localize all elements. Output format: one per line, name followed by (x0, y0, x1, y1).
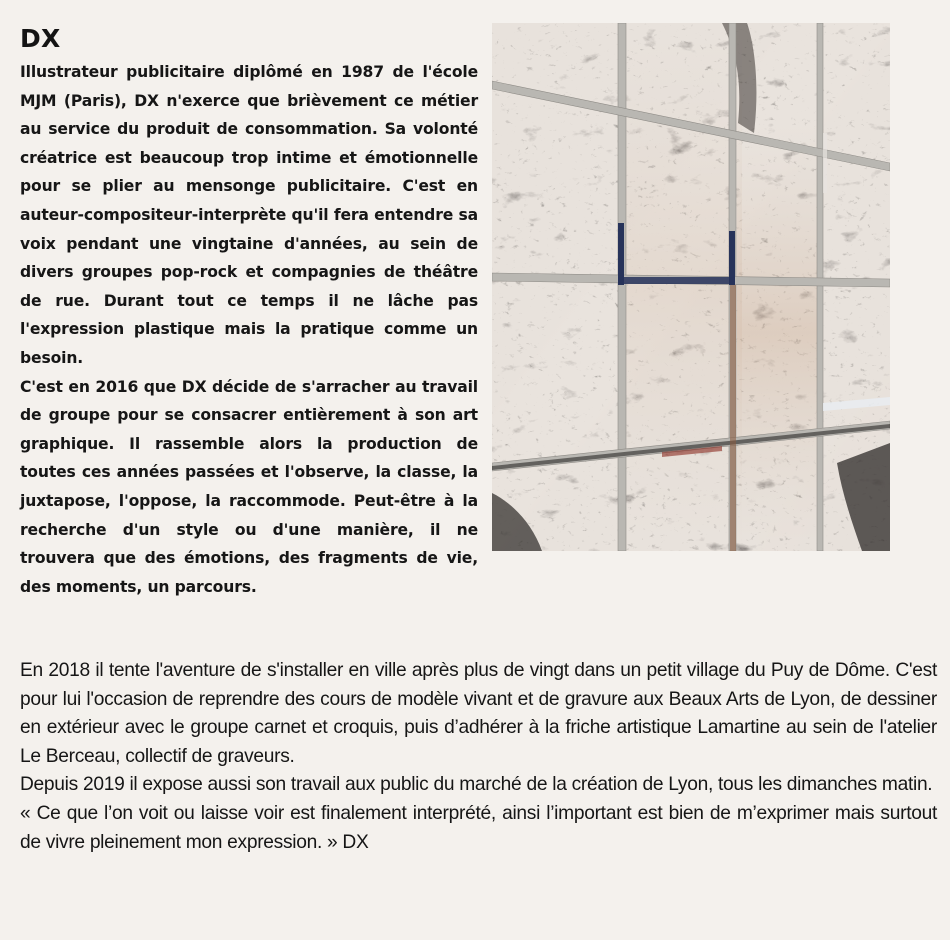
artist-name-heading: DX (20, 24, 61, 53)
bio-paragraph-1: Illustrateur publicitaire diplômé en 1987 de l'école MJM (Paris), DX n'exerce que brièvement ce métier au service du produit de consommation. Sa volonté créatrice est beaucoup trop intime et émotionnelle pour se plier au mensonge publicitaire. C'est en auteur-compositeur-interprète qu'il fera entendre sa voix pendant une vingtaine d'années, au sein de divers groupes pop-rock et compagnies de théâtre de rue. Durant tout ce temps il ne lâche pas l'expression plastique mais la pratique comme un besoin. (20, 63, 478, 367)
artwork-photo (492, 23, 890, 551)
bio-continued-section (20, 657, 937, 857)
bio-intro-column (20, 58, 478, 601)
artist-quote: « Ce que l’on voit ou laisse voir est finalement interprété, ainsi l’important est bien de m’exprimer mais surtout de vivre pleinement mon expression. » DX (20, 802, 937, 853)
bio-paragraph-4: Depuis 2019 il expose aussi son travail aux public du marché de la création de Lyon, tous les dimanches matin. (20, 774, 933, 796)
bio-paragraph-3: En 2018 il tente l'aventure de s'installer en ville après plus de vingt dans un petit village du Puy de Dôme. C'est pour lui l'occasion de reprendre des cours de modèle vivant et de gravure aux Beaux Arts de Lyon, de dessiner en extérieur avec le groupe carnet et croquis, puis d’adhérer à la friche artistique Lamartine au sein de l'atelier Le Berceau, collectif de graveurs. (20, 660, 937, 767)
artwork-image (492, 23, 890, 551)
bio-paragraph-2: C'est en 2016 que DX décide de s'arracher au travail de groupe pour se consacrer entièrement à son art graphique. Il rassemble alors la production de toutes ces années passées et l'observe, la classe, la juxtapose, l'oppose, la raccommode. Peut-être à la recherche d'un style ou d'une manière, il ne trouvera que des émotions, des fragments de vie, des moments, un parcours. (20, 377, 478, 596)
